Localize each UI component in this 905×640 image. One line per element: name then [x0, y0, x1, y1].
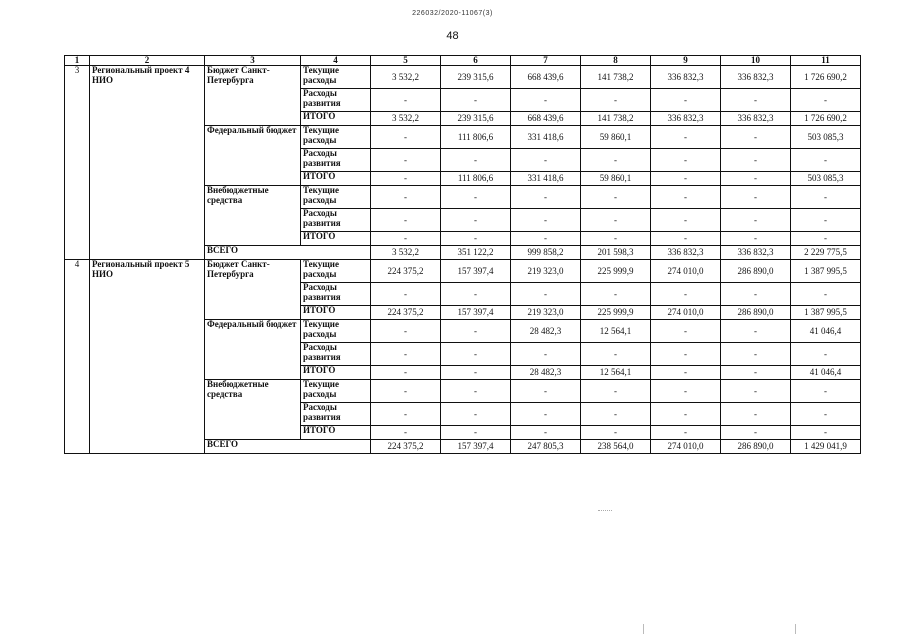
- expense-type: ИТОГО: [301, 232, 371, 246]
- total-value-cell: 336 832,3: [651, 246, 721, 260]
- value-cell: -: [441, 343, 511, 366]
- value-cell: -: [791, 283, 861, 306]
- total-value-cell: 238 564,0: [581, 440, 651, 454]
- value-cell: -: [651, 149, 721, 172]
- value-cell: 224 375,2: [371, 260, 441, 283]
- value-cell: -: [441, 426, 511, 440]
- value-cell: -: [511, 380, 581, 403]
- total-value-cell: 247 805,3: [511, 440, 581, 454]
- table-row: [65, 66, 861, 89]
- column-number: 11: [791, 56, 861, 66]
- value-cell: 274 010,0: [651, 306, 721, 320]
- column-number: 1: [65, 56, 90, 66]
- total-value-cell: 351 122,2: [441, 246, 511, 260]
- budget-table: [64, 55, 861, 454]
- value-cell: -: [791, 89, 861, 112]
- value-cell: -: [651, 403, 721, 426]
- value-cell: -: [581, 343, 651, 366]
- value-cell: 503 085,3: [791, 172, 861, 186]
- value-cell: -: [791, 149, 861, 172]
- value-cell: 286 890,0: [721, 306, 791, 320]
- value-cell: 157 397,4: [441, 306, 511, 320]
- value-cell: 3 532,2: [371, 66, 441, 89]
- value-cell: 3 532,2: [371, 112, 441, 126]
- value-cell: -: [721, 149, 791, 172]
- value-cell: -: [791, 426, 861, 440]
- funding-source: Федеральный бюджет: [205, 320, 301, 380]
- value-cell: 225 999,9: [581, 260, 651, 283]
- value-cell: -: [371, 232, 441, 246]
- total-value-cell: 999 858,2: [511, 246, 581, 260]
- expense-type: Текущие расходы: [301, 320, 371, 343]
- value-cell: -: [371, 343, 441, 366]
- column-number: 10: [721, 56, 791, 66]
- scan-artifact-line: [598, 510, 612, 512]
- value-cell: -: [651, 209, 721, 232]
- expense-type: ИТОГО: [301, 112, 371, 126]
- value-cell: 28 482,3: [511, 320, 581, 343]
- value-cell: -: [581, 209, 651, 232]
- value-cell: -: [791, 232, 861, 246]
- value-cell: -: [791, 209, 861, 232]
- value-cell: 41 046,4: [791, 320, 861, 343]
- expense-type: Расходы развития: [301, 149, 371, 172]
- value-cell: 111 806,6: [441, 126, 511, 149]
- value-cell: -: [721, 320, 791, 343]
- value-cell: -: [511, 343, 581, 366]
- value-cell: -: [371, 209, 441, 232]
- value-cell: -: [721, 380, 791, 403]
- value-cell: -: [721, 366, 791, 380]
- value-cell: -: [721, 186, 791, 209]
- value-cell: -: [651, 320, 721, 343]
- total-value-cell: 157 397,4: [441, 440, 511, 454]
- value-cell: 239 315,6: [441, 112, 511, 126]
- value-cell: 331 418,6: [511, 126, 581, 149]
- total-label: ВСЕГО: [205, 440, 371, 454]
- value-cell: -: [791, 343, 861, 366]
- expense-type: ИТОГО: [301, 366, 371, 380]
- value-cell: -: [371, 320, 441, 343]
- funding-source: Бюджет Санкт-Петербурга: [205, 260, 301, 320]
- value-cell: 59 860,1: [581, 172, 651, 186]
- project-number: 4: [65, 260, 90, 454]
- value-cell: 503 085,3: [791, 126, 861, 149]
- value-cell: -: [791, 380, 861, 403]
- column-number: 2: [90, 56, 205, 66]
- value-cell: -: [721, 172, 791, 186]
- value-cell: -: [651, 232, 721, 246]
- total-value-cell: 201 598,3: [581, 246, 651, 260]
- value-cell: 28 482,3: [511, 366, 581, 380]
- value-cell: 157 397,4: [441, 260, 511, 283]
- value-cell: -: [581, 426, 651, 440]
- value-cell: -: [441, 283, 511, 306]
- value-cell: 1 387 995,5: [791, 306, 861, 320]
- value-cell: -: [721, 89, 791, 112]
- value-cell: -: [651, 426, 721, 440]
- expense-type: Расходы развития: [301, 209, 371, 232]
- value-cell: -: [441, 186, 511, 209]
- scan-artifact-mark: [795, 624, 796, 634]
- value-cell: -: [581, 89, 651, 112]
- funding-source: Федеральный бюджет: [205, 126, 301, 186]
- value-cell: -: [371, 403, 441, 426]
- value-cell: -: [721, 232, 791, 246]
- value-cell: 41 046,4: [791, 366, 861, 380]
- expense-type: Расходы развития: [301, 89, 371, 112]
- total-value-cell: 224 375,2: [371, 440, 441, 454]
- value-cell: 1 387 995,5: [791, 260, 861, 283]
- value-cell: -: [371, 366, 441, 380]
- value-cell: 274 010,0: [651, 260, 721, 283]
- column-number: 5: [371, 56, 441, 66]
- column-number: 7: [511, 56, 581, 66]
- value-cell: -: [721, 126, 791, 149]
- value-cell: -: [511, 232, 581, 246]
- total-value-cell: 336 832,3: [721, 246, 791, 260]
- value-cell: -: [441, 232, 511, 246]
- value-cell: -: [721, 343, 791, 366]
- value-cell: 331 418,6: [511, 172, 581, 186]
- value-cell: -: [581, 232, 651, 246]
- value-cell: 336 832,3: [721, 112, 791, 126]
- value-cell: -: [651, 283, 721, 306]
- value-cell: -: [511, 403, 581, 426]
- value-cell: -: [651, 186, 721, 209]
- value-cell: 336 832,3: [651, 66, 721, 89]
- value-cell: -: [441, 209, 511, 232]
- expense-type: ИТОГО: [301, 426, 371, 440]
- expense-type: Текущие расходы: [301, 260, 371, 283]
- value-cell: -: [791, 403, 861, 426]
- total-value-cell: 274 010,0: [651, 440, 721, 454]
- value-cell: 12 564,1: [581, 366, 651, 380]
- value-cell: -: [511, 89, 581, 112]
- expense-type: Расходы развития: [301, 283, 371, 306]
- value-cell: -: [441, 149, 511, 172]
- value-cell: 336 832,3: [721, 66, 791, 89]
- column-number-row: [65, 56, 861, 66]
- value-cell: 286 890,0: [721, 260, 791, 283]
- value-cell: -: [371, 172, 441, 186]
- expense-type: ИТОГО: [301, 172, 371, 186]
- value-cell: -: [721, 283, 791, 306]
- value-cell: -: [511, 149, 581, 172]
- value-cell: 1 726 690,2: [791, 66, 861, 89]
- total-value-cell: 3 532,2: [371, 246, 441, 260]
- funding-source: Внебюджетные средства: [205, 186, 301, 246]
- value-cell: -: [371, 426, 441, 440]
- expense-type: Текущие расходы: [301, 126, 371, 149]
- value-cell: -: [511, 186, 581, 209]
- value-cell: -: [511, 426, 581, 440]
- value-cell: 141 738,2: [581, 112, 651, 126]
- project-name: Региональный проект 5 НИО: [90, 260, 205, 454]
- value-cell: 12 564,1: [581, 320, 651, 343]
- total-value-cell: 2 229 775,5: [791, 246, 861, 260]
- value-cell: -: [441, 380, 511, 403]
- value-cell: 224 375,2: [371, 306, 441, 320]
- total-label: ВСЕГО: [205, 246, 371, 260]
- expense-type: ИТОГО: [301, 306, 371, 320]
- value-cell: -: [651, 366, 721, 380]
- value-cell: 668 439,6: [511, 112, 581, 126]
- value-cell: -: [581, 283, 651, 306]
- document-code: 226032/2020-11067(3): [412, 10, 493, 17]
- expense-type: Расходы развития: [301, 403, 371, 426]
- value-cell: -: [511, 283, 581, 306]
- total-value-cell: 1 429 041,9: [791, 440, 861, 454]
- value-cell: -: [651, 172, 721, 186]
- expense-type: Текущие расходы: [301, 186, 371, 209]
- expense-type: Текущие расходы: [301, 66, 371, 89]
- value-cell: 668 439,6: [511, 66, 581, 89]
- value-cell: 219 323,0: [511, 260, 581, 283]
- value-cell: -: [651, 126, 721, 149]
- value-cell: -: [651, 343, 721, 366]
- page-number: 48: [446, 30, 459, 42]
- funding-source: Внебюджетные средства: [205, 380, 301, 440]
- value-cell: 239 315,6: [441, 66, 511, 89]
- value-cell: -: [511, 209, 581, 232]
- value-cell: 225 999,9: [581, 306, 651, 320]
- value-cell: -: [371, 149, 441, 172]
- value-cell: -: [651, 380, 721, 403]
- value-cell: 111 806,6: [441, 172, 511, 186]
- value-cell: -: [721, 403, 791, 426]
- total-value-cell: 286 890,0: [721, 440, 791, 454]
- value-cell: 141 738,2: [581, 66, 651, 89]
- column-number: 8: [581, 56, 651, 66]
- value-cell: -: [371, 89, 441, 112]
- value-cell: -: [791, 186, 861, 209]
- value-cell: -: [581, 403, 651, 426]
- expense-type: Текущие расходы: [301, 380, 371, 403]
- value-cell: -: [651, 89, 721, 112]
- value-cell: -: [581, 380, 651, 403]
- value-cell: 219 323,0: [511, 306, 581, 320]
- value-cell: -: [371, 380, 441, 403]
- value-cell: -: [441, 366, 511, 380]
- value-cell: 59 860,1: [581, 126, 651, 149]
- value-cell: -: [371, 283, 441, 306]
- column-number: 6: [441, 56, 511, 66]
- value-cell: 336 832,3: [651, 112, 721, 126]
- funding-source: Бюджет Санкт-Петербурга: [205, 66, 301, 126]
- column-number: 4: [301, 56, 371, 66]
- project-name: Региональный проект 4 НИО: [90, 66, 205, 260]
- value-cell: -: [721, 426, 791, 440]
- value-cell: -: [581, 149, 651, 172]
- column-number: 3: [205, 56, 301, 66]
- value-cell: -: [441, 320, 511, 343]
- project-number: 3: [65, 66, 90, 260]
- value-cell: -: [371, 186, 441, 209]
- table-row: [65, 260, 861, 283]
- value-cell: -: [581, 186, 651, 209]
- value-cell: -: [721, 209, 791, 232]
- value-cell: -: [371, 126, 441, 149]
- value-cell: 1 726 690,2: [791, 112, 861, 126]
- column-number: 9: [651, 56, 721, 66]
- scan-artifact-mark: [643, 624, 644, 634]
- expense-type: Расходы развития: [301, 343, 371, 366]
- value-cell: -: [441, 403, 511, 426]
- value-cell: -: [441, 89, 511, 112]
